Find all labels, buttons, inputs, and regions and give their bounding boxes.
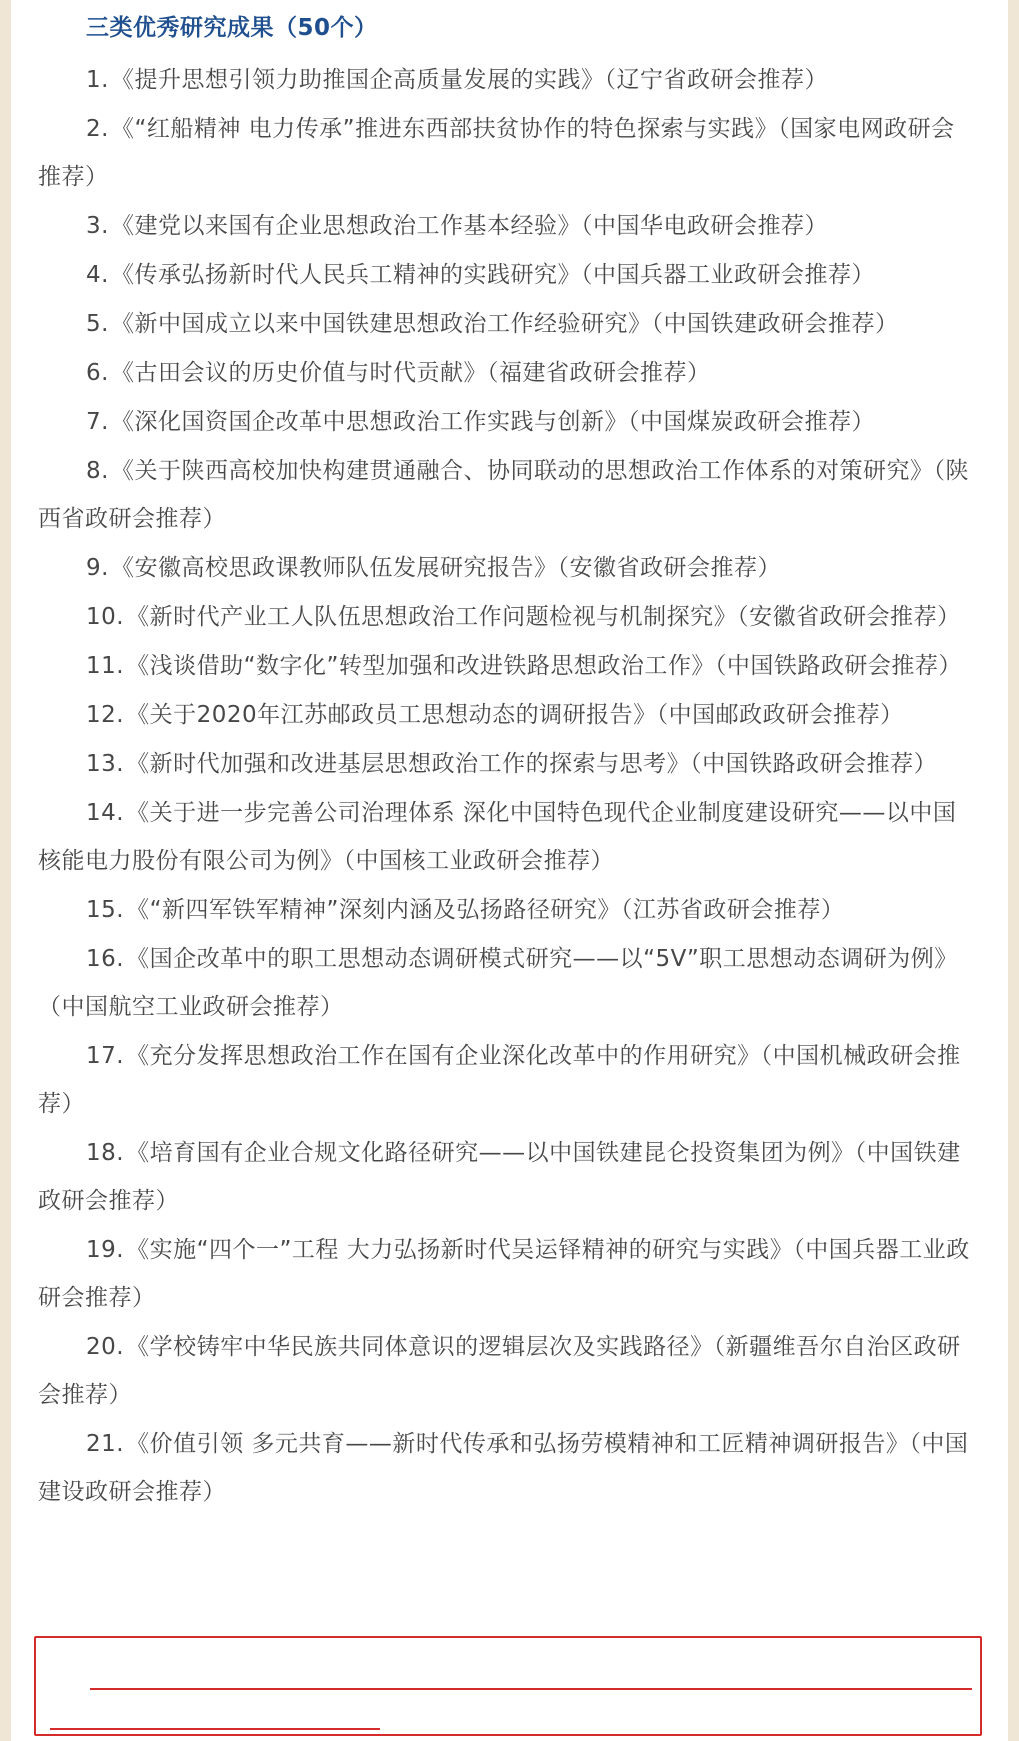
item-number: 11. [86,653,125,679]
item-number: 4. [86,262,109,288]
list-item [38,105,970,201]
item-title: 《新时代产业工人队伍思想政治工作问题检视与机制探究》 [126,604,738,630]
item-title: 《安徽高校思政课教师队伍发展研究报告》 [110,555,558,581]
list-item [38,740,970,788]
item-number: 2. [86,116,109,142]
item-number: 13. [86,751,125,777]
item-source: （新疆维吾尔自治区政研会推荐） [38,1334,961,1408]
list-item [38,1420,970,1516]
item-number: 16. [86,946,125,972]
section-heading: 三类优秀研究成果（50个） [86,15,378,41]
list-item [38,300,970,348]
list-item [38,1226,970,1322]
item-title: 《传承弘扬新时代人民兵工精神的实践研究》 [110,262,581,288]
list-item [38,1323,970,1419]
highlight-underline-2 [50,1728,380,1730]
item-source: （安徽省政研会推荐） [557,555,781,581]
item-number: 5. [86,311,109,337]
item-source: （中国航空工业政研会推荐） [38,994,344,1020]
item-number: 21. [86,1431,125,1457]
list-item [38,56,970,104]
article-content [38,0,970,1517]
item-number: 1. [86,67,109,93]
item-source: （中国铁路政研会推荐） [714,653,962,679]
item-title: 《建党以来国有企业思想政治工作基本经验》 [110,213,581,239]
item-title: 《关于进一步完善公司治理体系 深化中国特色现代企业制度建设研究——以中国核能电力股份有限公司为例》 [38,800,957,874]
item-number: 9. [86,555,109,581]
award-list [38,56,970,1516]
list-item [38,691,970,739]
item-source: （江苏省政研会推荐） [620,897,845,923]
item-number: 19. [86,1237,125,1263]
item-source: （安徽省政研会推荐） [737,604,961,630]
item-number: 20. [86,1334,125,1360]
list-item [38,447,970,543]
item-number: 7. [86,409,109,435]
list-item [38,1032,970,1128]
item-number: 6. [86,360,109,386]
item-source: （辽宁省政研会推荐） [604,67,828,93]
item-number: 12. [86,702,125,728]
item-title: 《提升思想引领力助推国企高质量发展的实践》 [110,67,605,93]
item-number: 15. [86,897,125,923]
item-title: 《价值引领 多元共育——新时代传承和弘扬劳模精神和工匠精神调研报告》 [126,1431,910,1457]
item-title: 《深化国资国企改革中思想政治工作实践与创新》 [110,409,628,435]
list-item [38,886,970,934]
item-number: 8. [86,458,109,484]
item-number: 14. [86,800,125,826]
item-title: 《新时代加强和改进基层思想政治工作的探索与思考》 [126,751,691,777]
item-title: 《“红船精神 电力传承”推进东西部扶贫协作的特色探索与实践》 [110,116,779,142]
item-title: 《关于陕西高校加快构建贯通融合、协同联动的思想政治工作体系的对策研究》 [110,458,934,484]
list-item [38,789,970,885]
item-title: 《培育国有企业合规文化路径研究——以中国铁建昆仑投资集团为例》 [126,1140,855,1166]
item-number: 18. [86,1140,125,1166]
item-source: （中国煤炭政研会推荐） [627,409,875,435]
list-item [38,349,970,397]
item-title: 《“新四军铁军精神”深刻内涵及弘扬路径研究》 [126,897,621,923]
item-source: （中国核工业政研会推荐） [343,848,614,874]
item-source: （中国铁路政研会推荐） [690,751,938,777]
item-source: （福建省政研会推荐） [486,360,711,386]
item-source: （中国兵器工业政研会推荐） [38,1237,970,1311]
list-item [38,251,970,299]
item-title: 《浅谈借助“数字化”转型加强和改进铁路思想政治工作》 [126,653,715,679]
item-title: 《实施“四个一”工程 大力弘扬新时代吴运铎精神的研究与实践》 [126,1237,794,1263]
item-source: （中国机械政研会推荐） [38,1043,961,1117]
item-title: 《学校铸牢中华民族共同体意识的逻辑层次及实践路径》 [126,1334,714,1360]
item-title: 《充分发挥思想政治工作在国有企业深化改革中的作用研究》 [126,1043,761,1069]
list-item [38,398,970,446]
item-source: （中国建设政研会推荐） [38,1431,969,1505]
list-item [38,935,970,1031]
list-item [38,1129,970,1225]
list-item [38,202,970,250]
list-item [38,642,970,690]
list-item [38,544,970,592]
item-source: （中国华电政研会推荐） [580,213,828,239]
highlight-underline-1 [90,1688,972,1690]
list-item [38,593,970,641]
item-title: 《新中国成立以来中国铁建思想政治工作经验研究》 [110,311,652,337]
item-number: 3. [86,213,109,239]
item-number: 10. [86,604,125,630]
item-title: 《古田会议的历史价值与时代贡献》 [110,360,487,386]
item-source: （中国邮政政研会推荐） [656,702,904,728]
item-source: （中国铁建政研会推荐） [38,1140,961,1214]
item-title: 《国企改革中的职工思想动态调研模式研究——以“5V”职工思想动态调研为例》 [126,946,958,972]
item-title: 《关于2020年江苏邮政员工思想动态的调研报告》 [126,702,657,728]
item-source: （陕西省政研会推荐） [38,458,969,532]
item-source: （中国兵器工业政研会推荐） [580,262,875,288]
item-number: 17. [86,1043,125,1069]
item-source: （中国铁建政研会推荐） [651,311,899,337]
item-source: （国家电网政研会推荐） [38,116,955,190]
